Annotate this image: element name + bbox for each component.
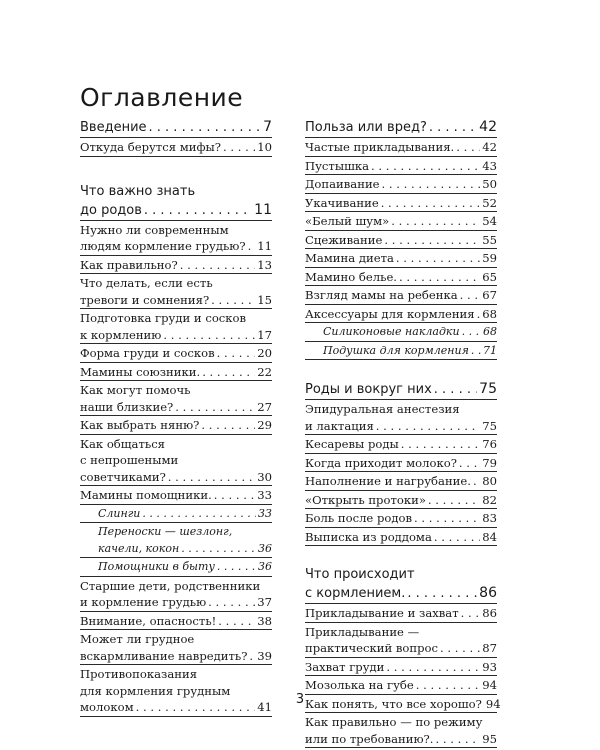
- toc-entry-text: Когда приходит молоко?: [305, 455, 457, 470]
- toc-entry-text: Допаивание: [305, 177, 380, 191]
- toc-page-number: 42: [479, 119, 497, 135]
- dot-leader: [248, 238, 256, 255]
- toc-entry-text: Мамины союзники.: [80, 364, 201, 379]
- toc-entry-text: Сцеживание: [305, 232, 383, 247]
- toc-page-number: 71: [483, 343, 497, 357]
- toc-page-number: 95: [482, 731, 497, 746]
- toc-entry-text: Выписка из роддома: [305, 529, 432, 544]
- toc-entry-text: Введение: [80, 120, 147, 135]
- dot-leader: [217, 345, 256, 362]
- dot-leader: [459, 455, 480, 472]
- toc-page-number: 27: [257, 399, 272, 414]
- toc-entry-text: Что делать, если есть: [80, 276, 213, 290]
- toc-entry-text: Как выбрать няню?: [80, 418, 200, 432]
- toc-item[interactable]: [305, 713, 497, 748]
- dot-leader: [471, 343, 481, 360]
- dot-leader: [223, 139, 255, 156]
- toc-page-number: 38: [257, 613, 272, 628]
- toc-entry-text: вскармливание навредить?: [80, 648, 248, 663]
- toc-page-number: 82: [482, 492, 497, 507]
- toc-entry-text: Что важно знать: [80, 183, 196, 199]
- toc-page-number: 79: [482, 455, 497, 470]
- toc-item[interactable]: [305, 286, 497, 305]
- dot-leader: [211, 292, 255, 309]
- toc-entry-text: Эпидуральная анестезия: [305, 402, 460, 416]
- toc-section[interactable]: [305, 566, 497, 604]
- toc-item[interactable]: [305, 268, 497, 287]
- toc-item[interactable]: [80, 344, 272, 363]
- dot-leader: [428, 492, 480, 509]
- section-gap: [305, 546, 497, 566]
- toc-item[interactable]: [305, 623, 497, 658]
- toc-entry-text: Взгляд мамы на ребенка: [305, 288, 458, 302]
- toc-subitem[interactable]: [80, 523, 272, 558]
- toc-item[interactable]: [305, 249, 497, 268]
- dot-leader: [381, 195, 481, 212]
- toc-entry-text: Мамино белье.: [305, 269, 397, 284]
- toc-page-number: 17: [257, 327, 272, 342]
- toc-item[interactable]: [80, 363, 272, 382]
- dot-leader: [429, 119, 477, 137]
- dot-leader: [440, 640, 480, 657]
- toc-entry-text: Прикладывание и захват: [305, 606, 459, 620]
- toc-page-number: 36: [258, 560, 272, 573]
- toc-item[interactable]: [305, 400, 497, 435]
- dot-leader: [180, 257, 256, 274]
- dot-leader: [407, 585, 477, 603]
- toc-entry-text: «Белый шум»: [305, 214, 390, 228]
- toc-item[interactable]: [305, 305, 497, 324]
- dot-leader: [218, 613, 255, 630]
- dot-leader: [149, 119, 262, 137]
- toc-item[interactable]: [305, 194, 497, 213]
- dot-leader: [144, 202, 252, 220]
- toc-entry-text: Укачивание: [305, 195, 379, 210]
- dot-leader: [175, 399, 255, 416]
- toc-page-number: 7: [263, 119, 272, 135]
- toc-page-number: 43: [482, 158, 497, 173]
- dot-leader: [386, 659, 480, 676]
- toc-page-number: 29: [257, 418, 272, 432]
- toc-column-left: [80, 118, 272, 717]
- toc-entry-text: Аксессуары для кормления: [305, 306, 475, 321]
- toc-item[interactable]: [305, 528, 497, 547]
- toc-entry-text: «Открыть протоки»: [305, 492, 426, 507]
- toc-entry-text: до родов: [80, 202, 142, 218]
- toc-entry-text: или по требованию?.: [305, 731, 434, 746]
- page-number: 3: [295, 692, 305, 707]
- toc-page-number: 36: [258, 541, 272, 555]
- toc-entry-text: Наполнение и нагрубание.: [305, 474, 471, 488]
- toc-item[interactable]: [305, 157, 497, 176]
- toc-entry-text: Как правильно — по режиму: [305, 715, 483, 729]
- toc-item[interactable]: [80, 612, 272, 631]
- toc-page-number: 86: [482, 606, 497, 620]
- toc-entry-text: Старшие дети, родственники: [80, 578, 261, 593]
- dot-leader: [460, 287, 481, 304]
- toc-item[interactable]: [305, 435, 497, 454]
- toc-section[interactable]: [305, 380, 497, 400]
- toc-item[interactable]: [80, 138, 272, 157]
- toc-item[interactable]: [305, 604, 497, 623]
- toc-entry-text: Помощники в быту: [98, 560, 215, 573]
- dot-leader: [434, 381, 477, 399]
- toc-page-number: 65: [482, 269, 497, 284]
- toc-entry-text: наши близкие?: [80, 399, 174, 414]
- toc-entry-text: Пустышка: [305, 158, 370, 173]
- toc-section[interactable]: [305, 118, 497, 138]
- dot-leader: [414, 510, 480, 527]
- toc-entry-text: к кормлению: [80, 327, 162, 342]
- toc-entry-text: с непрошеными: [80, 453, 179, 467]
- dot-leader: [201, 417, 255, 434]
- toc-entry-text: Роды и вокруг них: [305, 382, 432, 397]
- toc-entry-text: Кесаревы роды: [305, 437, 399, 451]
- toc-page-number: 39: [257, 648, 272, 663]
- toc-item[interactable]: [80, 256, 272, 275]
- toc-page-number: 87: [482, 641, 497, 655]
- toc-item[interactable]: [80, 665, 272, 717]
- toc-entry-text: тревоги и сомнения?: [80, 292, 210, 307]
- toc-entry-text: Внимание, опасность!: [80, 613, 217, 628]
- toc-page-number: 54: [482, 214, 497, 228]
- toc-item[interactable]: [80, 416, 272, 435]
- toc-entry-text: Как общаться: [80, 436, 166, 451]
- toc-item[interactable]: [305, 472, 497, 491]
- toc-entry-text: Переноски — шезлонг,: [98, 525, 233, 538]
- toc-entry-text: практический вопрос: [305, 641, 438, 655]
- toc-page-number: 76: [482, 437, 497, 451]
- dot-leader: [434, 529, 480, 546]
- toc-entry-text: Мозолька на губе: [305, 678, 414, 692]
- dot-leader: [477, 306, 481, 323]
- toc-entry-text: для кормления грудным: [80, 683, 231, 698]
- dot-leader: [396, 250, 480, 267]
- toc-item[interactable]: [305, 491, 497, 510]
- toc-entry-text: Как могут помочь: [80, 383, 191, 397]
- dot-leader: [462, 324, 481, 341]
- dot-leader: [168, 469, 255, 486]
- toc-item[interactable]: [80, 486, 272, 505]
- toc-entry-text: качели, кокон: [98, 541, 180, 555]
- dot-leader: [181, 541, 256, 558]
- toc-page-number: 11: [257, 239, 272, 253]
- toc-item[interactable]: [80, 577, 272, 612]
- dot-leader: [391, 213, 480, 230]
- toc-page-number: 10: [257, 140, 272, 154]
- toc-page-number: 42: [482, 140, 497, 154]
- toc-entry-text: Как правильно?: [80, 257, 178, 272]
- toc-page-number: 94: [482, 678, 497, 692]
- toc-entry-text: Форма груди и сосков: [80, 346, 215, 360]
- toc-page-number: 33: [258, 506, 272, 520]
- toc-entry-text: Частые прикладывания.: [305, 140, 455, 154]
- toc-entry-text: советчиками?: [80, 469, 166, 484]
- toc-page-number: 52: [482, 195, 497, 210]
- toc-page-number: 68: [482, 306, 497, 321]
- toc-page-number: 86: [479, 585, 497, 601]
- toc-subitem[interactable]: [305, 342, 497, 361]
- toc-page-number: 15: [257, 292, 272, 307]
- toc-page-number: 13: [257, 257, 272, 272]
- page-title: Оглавление: [80, 83, 244, 112]
- toc-page-number: 30: [257, 469, 272, 484]
- dot-leader: [384, 232, 480, 249]
- dot-leader: [399, 269, 480, 286]
- toc-entry-text: Мамина диета: [305, 251, 394, 265]
- dot-leader: [249, 648, 255, 665]
- toc-item[interactable]: [305, 138, 497, 157]
- dot-leader: [202, 364, 255, 381]
- section-gap: [305, 360, 497, 380]
- dot-leader: [473, 473, 480, 490]
- dot-leader: [217, 559, 256, 576]
- toc-entry-text: Противопоказания: [80, 667, 198, 681]
- dot-leader: [208, 594, 255, 611]
- toc-page-number: 83: [482, 511, 497, 525]
- toc-item[interactable]: [80, 630, 272, 665]
- toc-page-number: 41: [257, 700, 272, 714]
- toc-page-number: 22: [257, 364, 272, 379]
- toc-item[interactable]: [305, 658, 497, 677]
- toc-item[interactable]: [305, 454, 497, 473]
- toc-entry-text: и кормление грудью: [80, 595, 207, 609]
- toc-page-number: 50: [482, 177, 497, 191]
- dot-leader: [456, 139, 480, 156]
- toc-page-number: 55: [482, 232, 497, 247]
- dot-leader: [214, 487, 255, 504]
- toc-item[interactable]: [80, 435, 272, 487]
- dot-leader: [371, 158, 480, 175]
- toc-entry-text: Мамины помощники.: [80, 488, 212, 502]
- toc-entry-text: людям кормление грудью?: [80, 239, 246, 253]
- toc-entry-text: Слинги: [98, 506, 141, 520]
- toc-entry-text: Силиконовые накладки: [323, 325, 460, 338]
- toc-page-number: 94: [485, 696, 501, 711]
- toc-entry-text: Откуда берутся мифы?: [80, 140, 221, 154]
- toc-entry-text: и лактация: [305, 418, 374, 433]
- toc-item[interactable]: [80, 381, 272, 416]
- toc-section[interactable]: [80, 183, 272, 221]
- dot-leader: [376, 418, 480, 435]
- toc-page-number: 80: [482, 474, 497, 488]
- toc-page-number: 11: [254, 201, 272, 218]
- toc-entry-text: Подготовка груди и сосков: [80, 311, 247, 325]
- toc-entry-text: Подушка для кормления: [323, 343, 469, 357]
- toc-entry-text: Как понять, что все хорошо?: [305, 696, 482, 711]
- toc-entry-text: с кормлением.: [305, 586, 406, 601]
- section-gap: [80, 157, 272, 183]
- toc-item[interactable]: [305, 509, 497, 528]
- toc-page-number: 67: [482, 288, 497, 302]
- dot-leader: [435, 731, 480, 748]
- dot-leader: [163, 327, 255, 344]
- toc-subitem[interactable]: [305, 323, 497, 342]
- dot-leader: [461, 605, 481, 622]
- toc-page-number: 20: [257, 346, 272, 360]
- toc-item[interactable]: [305, 212, 497, 231]
- toc-entry-text: Нужно ли современным: [80, 222, 229, 237]
- toc-subitem[interactable]: [80, 505, 272, 524]
- toc-page-number: 33: [257, 488, 272, 502]
- toc-item[interactable]: [80, 309, 272, 344]
- toc-column-right: [305, 118, 501, 748]
- toc-page-number: 84: [482, 529, 497, 544]
- toc-page-number: 93: [482, 659, 497, 674]
- toc-item[interactable]: [305, 231, 497, 250]
- toc-item[interactable]: [305, 175, 497, 194]
- toc-page-number: 75: [479, 381, 497, 397]
- dot-leader: [382, 176, 481, 193]
- toc-page-number: 37: [257, 595, 272, 609]
- toc-item[interactable]: [80, 221, 272, 256]
- toc-page-number: 75: [482, 418, 497, 433]
- toc-page-number: 59: [482, 251, 497, 265]
- toc-entry-text: Прикладывание —: [305, 624, 420, 639]
- toc-entry-text: Польза или вред?: [305, 120, 427, 135]
- toc-entry-text: молоком: [80, 700, 134, 714]
- toc-entry-text: Боль после родов: [305, 511, 413, 525]
- toc-subitem[interactable]: [80, 558, 272, 577]
- toc-entry-text: Что происходит: [305, 567, 415, 582]
- toc-entry-text: Может ли грудное: [80, 632, 195, 646]
- toc-entry-text: Захват груди: [305, 659, 385, 674]
- dot-leader: [142, 506, 256, 523]
- toc-page-number: 68: [483, 325, 497, 338]
- toc-item[interactable]: [80, 274, 272, 309]
- toc-section[interactable]: [80, 118, 272, 138]
- dot-leader: [401, 436, 481, 453]
